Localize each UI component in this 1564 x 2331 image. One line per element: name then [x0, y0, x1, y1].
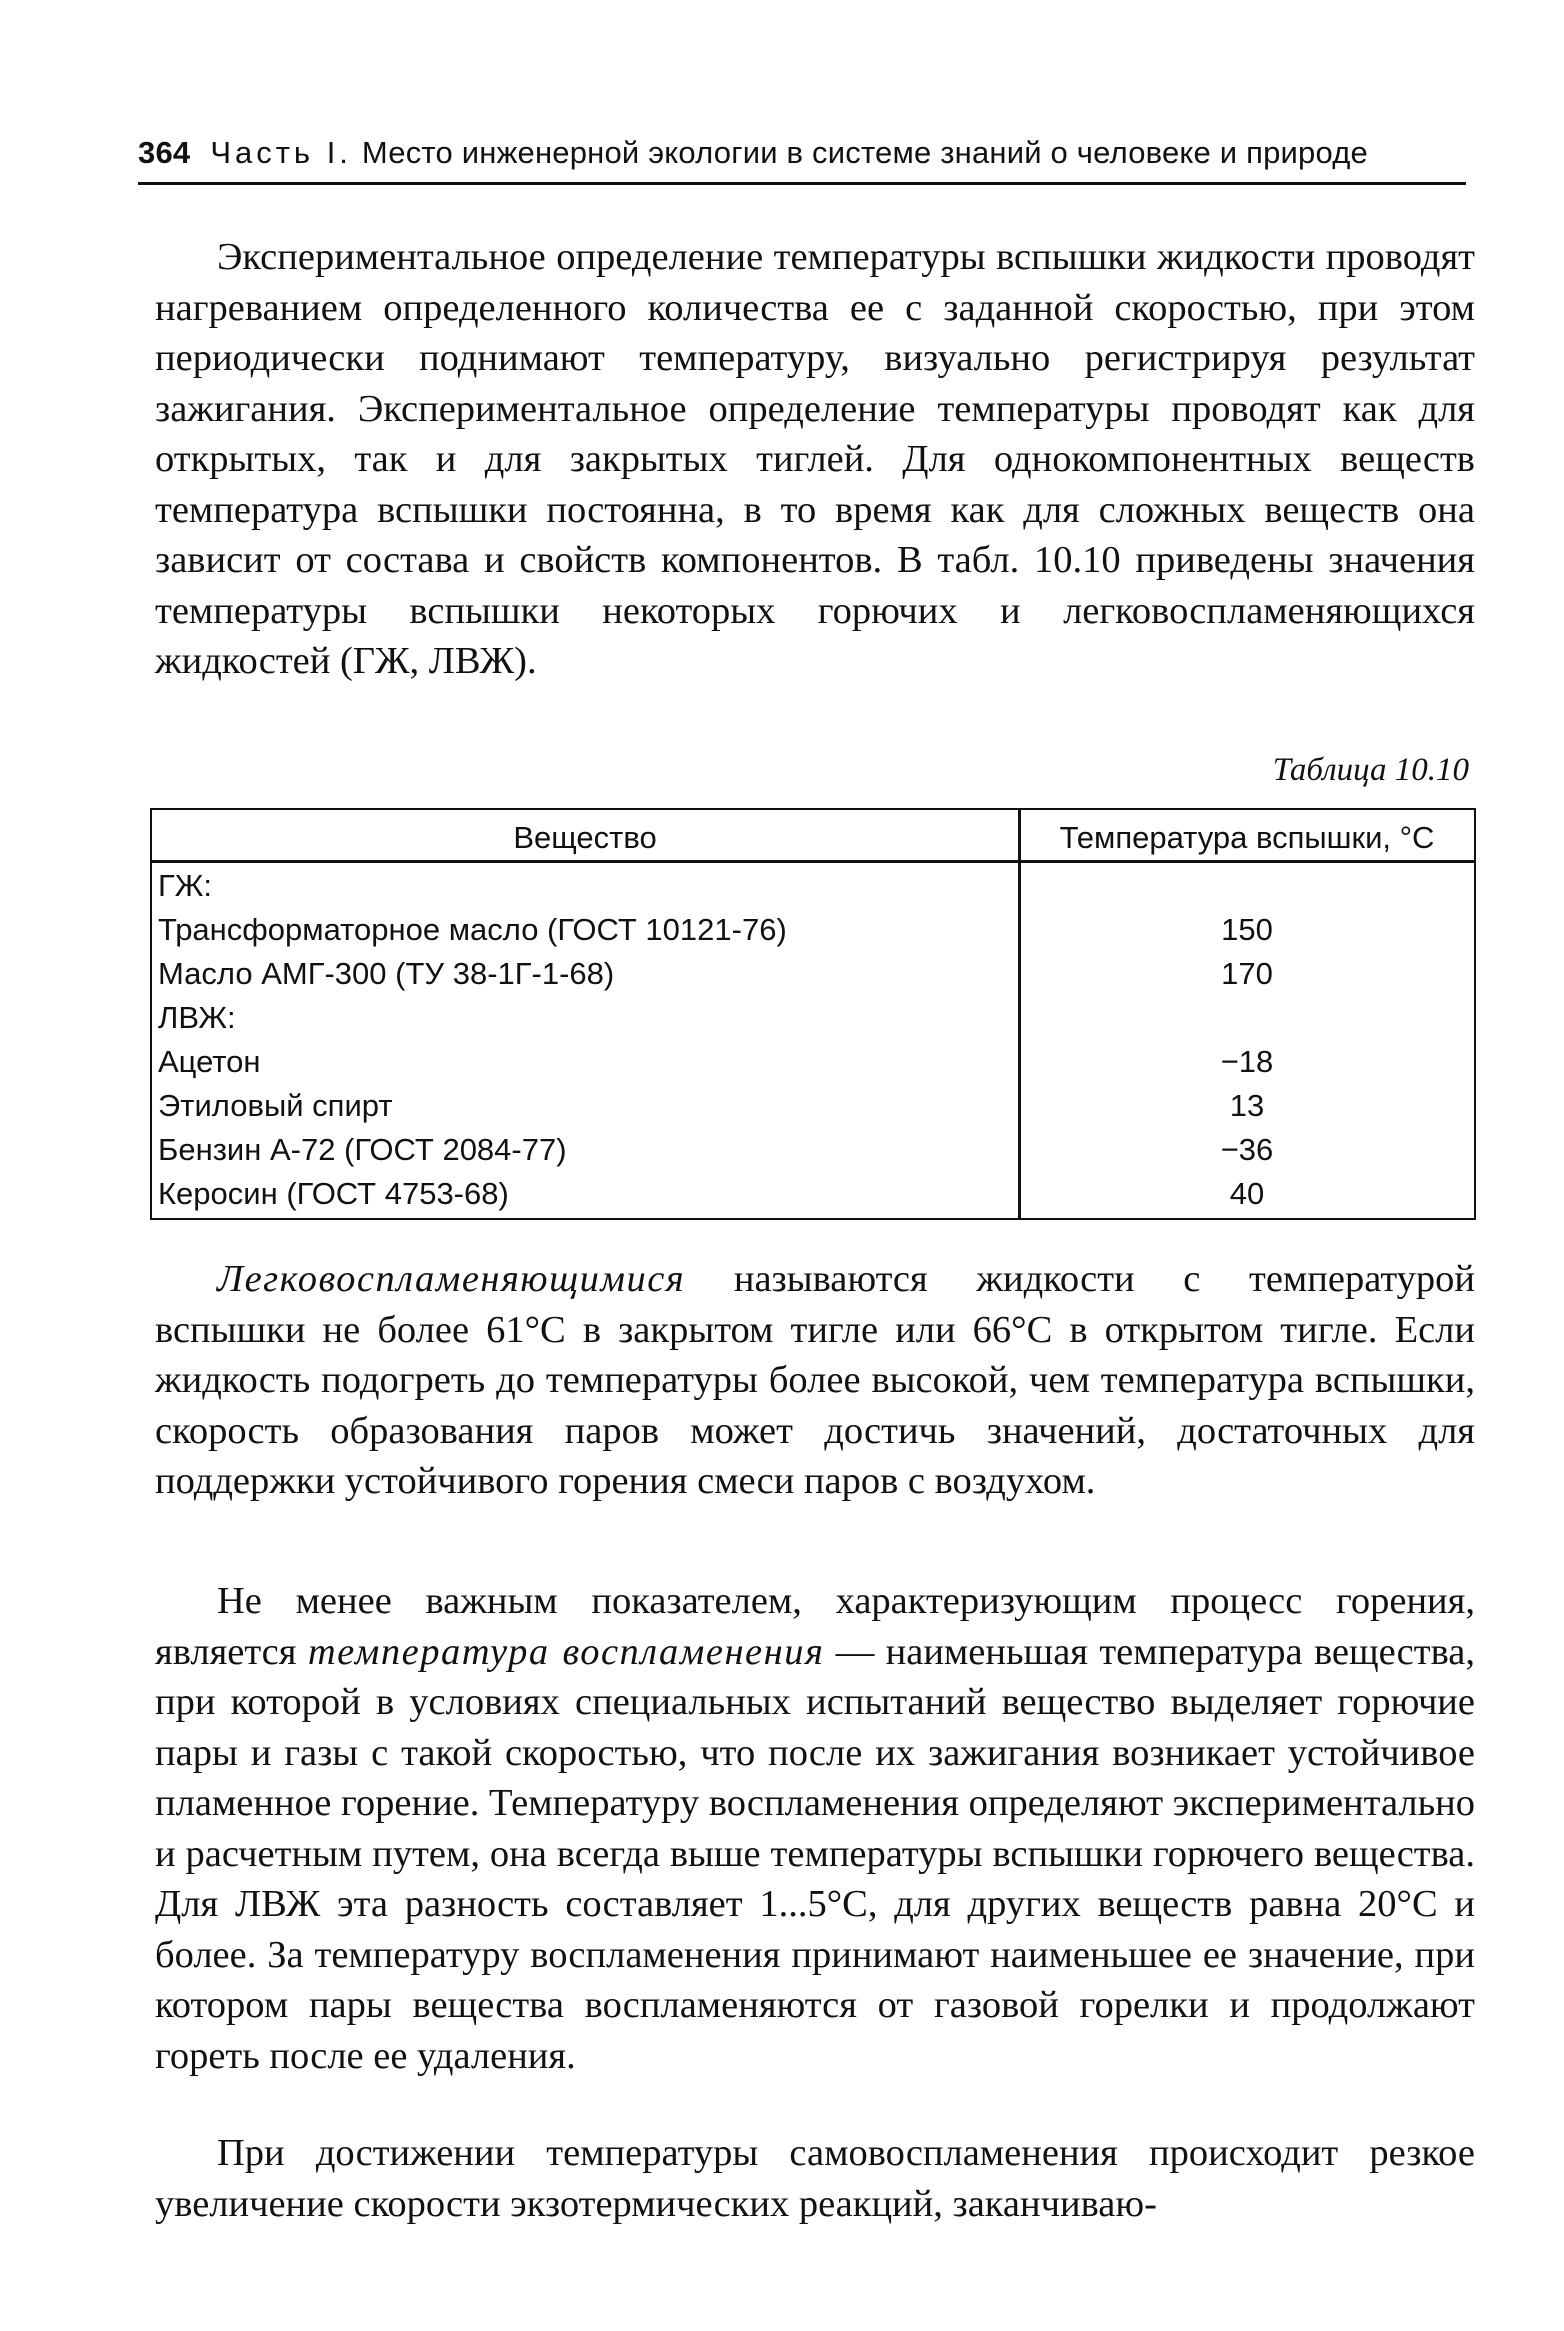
table-row: [152, 1128, 1474, 1172]
term-ignition-temperature: температура воспламенения: [307, 1630, 825, 1673]
table-caption: Таблица 10.10: [1272, 752, 1469, 788]
table-row: [152, 1172, 1474, 1216]
paragraph-lead: Не менее важным показателем, характеризующим процесс горения, является: [155, 1580, 1475, 1673]
flash-point-table: [150, 808, 1476, 1220]
table-header-flash-point: Температура вспышки, °С: [1059, 820, 1435, 855]
table-cell-substance: ЛВЖ:: [158, 1000, 236, 1035]
table-row: [152, 864, 1474, 908]
table-row: [152, 1040, 1474, 1084]
table-row: [152, 996, 1474, 1040]
table-row: [152, 908, 1474, 952]
table-row: [152, 1084, 1474, 1128]
paragraph-self-ignition: При достижении температуры самовоспламенения происходит резкое увеличение скорости экзотермических реакций, заканчиваю-: [155, 2132, 1475, 2225]
table-cell-substance: Этиловый спирт: [158, 1088, 393, 1123]
page-number: 364: [138, 135, 191, 170]
part-label: Часть I.: [210, 135, 352, 170]
table-cell-substance: Керосин (ГОСТ 4753-68): [158, 1176, 509, 1211]
running-head-title: Место инженерной экологии в системе знаний о человеке и природе: [361, 135, 1368, 170]
table-header-rule: [152, 860, 1474, 863]
paragraph-text: называются жидкости с температурой вспышки не более 61°С в закрытом тигле или 66°С в открытом тигле. Если жидкость подогреть до температуры более высокой, чем температура вспышки, скорость образования паров может достичь значений, достаточных для поддержки устойчивого горения смеси паров с воздухом.: [155, 1258, 1475, 1502]
table-cell-value: 170: [1221, 956, 1273, 991]
table-cell-substance: ГЖ:: [158, 868, 213, 903]
table-cell-substance: Трансформаторное масло (ГОСТ 10121-76): [158, 912, 787, 947]
table-row: [152, 952, 1474, 996]
table-header-substance: Вещество: [513, 820, 657, 855]
table-cell-value: 13: [1229, 1088, 1265, 1123]
table-cell-value: −36: [1220, 1132, 1274, 1167]
table-cell-value: 40: [1229, 1176, 1265, 1211]
table-cell-value: −18: [1220, 1044, 1274, 1079]
running-head: [138, 124, 1466, 185]
table-body: [152, 864, 1474, 1216]
table-cell-value: 150: [1221, 912, 1273, 947]
paragraph-flammable-liquids: [155, 1254, 1475, 1507]
paragraph-ignition-temperature: [155, 1576, 1475, 2081]
table-cell-substance: Ацетон: [158, 1044, 261, 1079]
paragraph-flash-point-method: Экспериментальное определение температуры вспышки жидкости проводят нагреванием определенного количества ее с заданной скоростью, при этом периодически поднимают температуру, визуально регистрируя результат зажигания. Экспериментальное определение температуры проводят как для открытых, так и для закрытых тиглей. Для однокомпонентных веществ температура вспышки постоянна, в то время как для сложных веществ она зависит от состава и свойств компонентов. В табл. 10.10 приведены значения температуры вспышки некоторых горючих и легковоспламеняющихся жидкостей (ГЖ, ЛВЖ).: [155, 236, 1475, 682]
term-flammable: Легковоспламеняющимися: [217, 1258, 686, 1300]
paragraph-text: — наименьшая температура вещества, при которой в условиях специальных испытаний вещество выделяет горючие пары и газы с такой скоростью, что после их зажигания возникает устойчивое пламенное горение. Температуру воспламенения определяют экспериментально и расчетным путем, она всегда выше температуры вспышки горючего вещества. Для ЛВЖ эта разность составляет 1...5°С, для других веществ равна 20°С и более. За температуру воспламенения принимают наименьшее ее значение, при котором пары вещества воспламеняются от газовой горелки и продолжают гореть после ее удаления.: [155, 1630, 1475, 2077]
table-cell-substance: Бензин А-72 (ГОСТ 2084-77): [158, 1132, 567, 1167]
table-cell-substance: Масло АМГ-300 (ТУ 38-1Г-1-68): [158, 956, 615, 991]
